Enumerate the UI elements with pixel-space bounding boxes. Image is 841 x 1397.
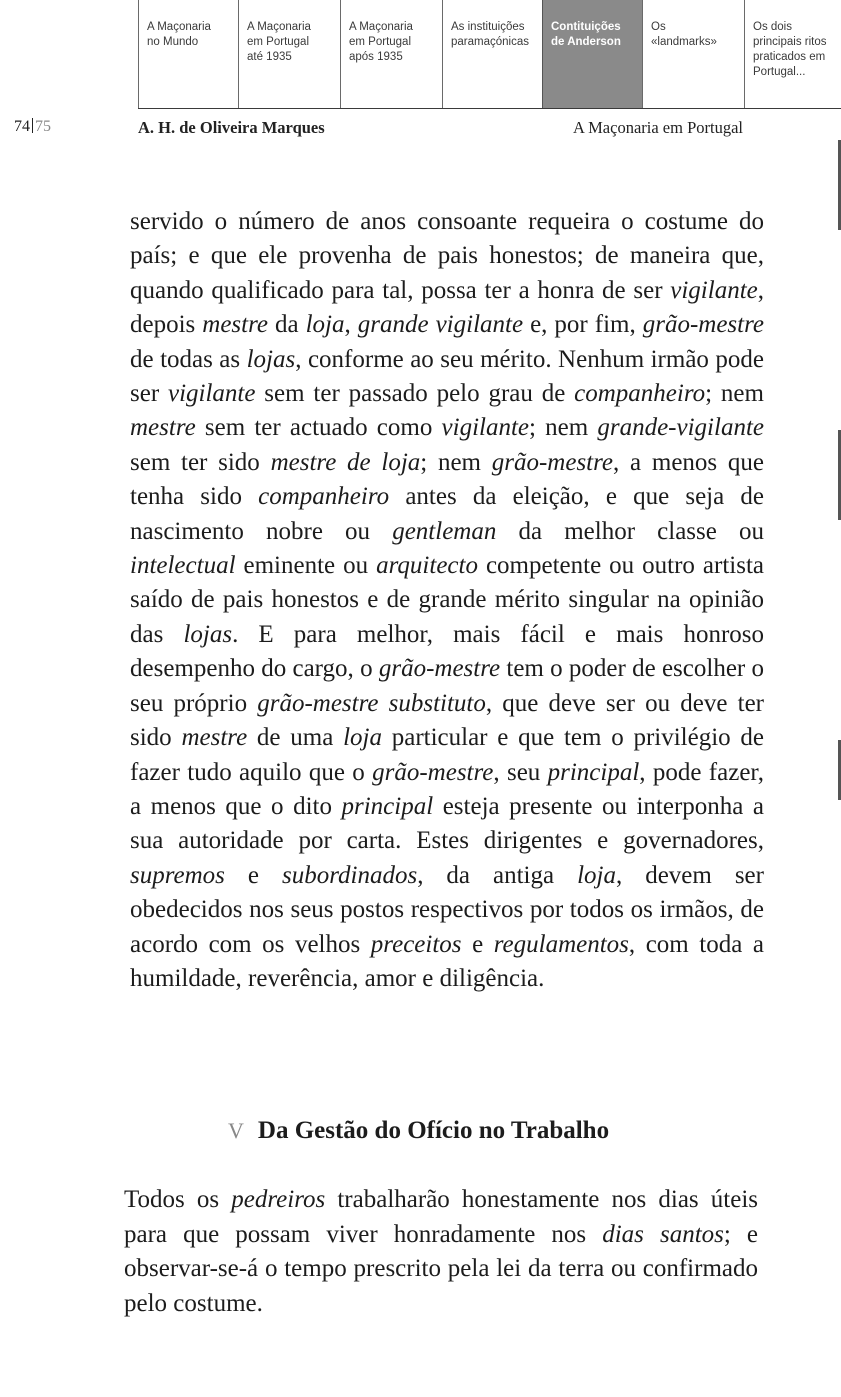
italic-term: intelectual — [130, 552, 236, 580]
text-run: tem o poder de escolher o seu próprio — [130, 655, 765, 717]
page-next: 75 — [35, 118, 51, 135]
text-run: , pode fazer, a menos que o dito — [130, 758, 764, 820]
italic-term: loja — [577, 861, 616, 889]
section-heading — [228, 1117, 609, 1145]
text-run: ; nem — [705, 380, 764, 408]
text-run: antes da eleição, e que seja de nascimento nobre ou — [130, 483, 764, 545]
italic-term: principal — [547, 758, 640, 786]
text-run: . E para melhor, mais fácil e mais honroso desempenho do cargo, o — [130, 620, 765, 683]
italic-term: principal — [341, 792, 434, 820]
tab-label: Os «landmarks» — [651, 21, 717, 48]
tab-label: Os dois principais ritos praticados em Portugal... — [753, 21, 827, 78]
italic-term: mestre de loja — [270, 448, 421, 476]
page-current: 74 — [14, 118, 30, 135]
text-run: sem ter passado pelo grau de — [255, 380, 575, 408]
text-run: , da antiga — [417, 861, 578, 889]
text-run: da — [268, 311, 306, 339]
italic-term: preceitos — [370, 930, 462, 958]
italic-term: loja — [305, 311, 345, 339]
page-separator — [32, 118, 33, 133]
text-run: , com toda a humildade, reverência, amor e diligência. — [130, 930, 765, 992]
text-run: sem ter actuado como — [195, 414, 442, 442]
italic-term: grande vigilante — [357, 311, 524, 339]
text-run: sem ter sido — [130, 448, 271, 476]
text-run: da melhor classe ou — [496, 517, 764, 545]
italic-term: grande-vigilante — [597, 414, 764, 442]
text-run: , que deve ser ou deve ter sido — [130, 689, 765, 752]
italic-term: loja — [343, 724, 382, 752]
italic-term: dias santos — [602, 1220, 724, 1248]
chapter-tabs — [138, 0, 841, 108]
tab-landmarks[interactable] — [642, 0, 744, 108]
tab-label: A Maçonaria no Mundo — [147, 21, 211, 48]
tab-ritos-portugal[interactable] — [744, 0, 841, 108]
tab-maconaria-portugal-apos-1935[interactable] — [340, 0, 442, 108]
text-run: ; e observar-se-á o tempo prescrito pela lei da terra ou confirmado pelo costume. — [124, 1220, 759, 1317]
italic-term: arquitecto — [376, 552, 478, 580]
italic-term: vigilante — [670, 276, 758, 304]
italic-term: grão-mestre — [372, 758, 494, 786]
text-run: , depois — [130, 276, 764, 339]
italic-term: grão-mestre — [642, 311, 764, 339]
italic-term: gentleman — [392, 517, 497, 545]
italic-term: pedreiros — [231, 1186, 326, 1213]
tab-label: A Maçonaria em Portugal após 1935 — [349, 21, 413, 63]
page-number — [14, 118, 51, 136]
italic-term: grão-mestre — [378, 655, 501, 683]
text-run: , — [344, 311, 358, 339]
text-run: e — [461, 930, 494, 958]
tab-label: A Maçonaria em Portugal até 1935 — [247, 21, 311, 63]
text-run: , devem ser obedecidos nos seus postos respectivos por todos os irmãos, de acordo com os velhos — [130, 861, 764, 958]
header-divider — [138, 108, 841, 109]
italic-term: grão-mestre — [491, 448, 614, 476]
tab-maconaria-portugal-ate-1935[interactable] — [238, 0, 340, 108]
tab-instituicoes-paramaconicas[interactable] — [442, 0, 542, 108]
italic-term: mestre — [202, 311, 269, 339]
italic-term: vigilante — [167, 380, 256, 408]
text-run: servido o número de anos consoante requeira o costume do país; e que ele provenha de pais honestos; de maneira que, quando qualificado para tal, possa ter a honra de ser — [130, 208, 764, 304]
text-run: esteja presente ou interponha a sua autoridade por carta. Estes dirigentes e governadores, — [130, 792, 765, 855]
tab-label: Contituições de Anderson — [551, 21, 621, 48]
italic-term: mestre — [130, 414, 196, 442]
text-run: Todos os — [124, 1186, 232, 1213]
italic-term: lojas — [246, 345, 296, 373]
italic-term: regulamentos — [493, 930, 629, 958]
italic-term: companheiro — [574, 380, 706, 408]
text-run: , conforme ao seu mérito. Nenhum irmão pode ser — [130, 345, 764, 408]
text-run: ; nem — [420, 448, 492, 476]
italic-term: companheiro — [258, 483, 390, 511]
italic-term: mestre — [181, 724, 248, 752]
running-title: A Maçonaria em Portugal — [573, 118, 743, 137]
text-run: eminente ou — [235, 552, 377, 580]
italic-term: subordinados — [281, 861, 418, 889]
text-run: de uma — [247, 724, 344, 752]
tab-maconaria-no-mundo[interactable] — [138, 0, 238, 108]
italic-term: supremos — [130, 861, 225, 889]
text-run: particular e que tem o privilégio de fazer tudo aquilo que o — [130, 724, 765, 786]
italic-term: lojas — [183, 620, 233, 648]
body-paragraph — [130, 205, 764, 996]
text-run: , a menos que tenha sido — [130, 448, 764, 511]
text-run: competente ou outro artista saído de pais honestos e de grande mérito singular na opinião das — [130, 552, 764, 648]
text-run: e — [224, 861, 282, 889]
text-run: ; nem — [529, 414, 598, 442]
running-author: A. H. de Oliveira Marques — [138, 118, 325, 137]
text-run: de todas as — [130, 345, 247, 373]
tab-constituicoes-anderson[interactable] — [542, 0, 642, 108]
italic-term: grão-mestre substituto — [257, 689, 486, 717]
section-title: Da Gestão do Ofício no Trabalho — [257, 1117, 610, 1144]
section-number: V — [228, 1118, 244, 1143]
text-run: , seu — [493, 758, 548, 786]
tab-label: As instituições paramaçónicas — [451, 21, 529, 48]
text-run: trabalharão honestamente nos dias úteis para que possam viver honradamente nos — [124, 1186, 758, 1248]
text-run: e, por fim, — [523, 311, 643, 339]
italic-term: vigilante — [441, 414, 530, 442]
section-paragraph — [124, 1183, 758, 1321]
